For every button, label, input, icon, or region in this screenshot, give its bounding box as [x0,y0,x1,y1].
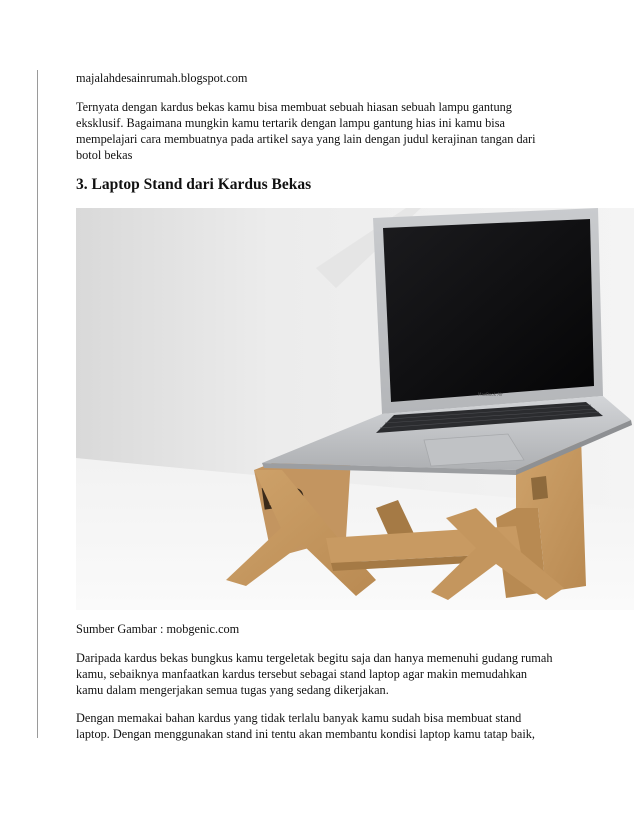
paragraph-line: botol bekas [76,148,133,162]
laptop-on-cardboard-stand-illustration [76,208,634,610]
source-line-text: majalahdesainrumah.blogspot.com [76,71,248,85]
paragraph-line: kamu dalam mengerjakan semua tugas yang sedang dikerjakan. [76,683,389,697]
paragraph-line: Dengan memakai bahan kardus yang tidak terlalu banyak kamu sudah bisa membuat stand [76,711,522,725]
paragraph-line: laptop. Dengan menggunakan stand ini tentu akan membantu kondisi laptop kamu tatap baik, [76,727,535,741]
laptop-trackpad [424,434,524,466]
paragraph-line: Ternyata dengan kardus bekas kamu bisa membuat sebuah hiasan sebuah lampu gantung [76,100,512,114]
laptop-label: MacBook Air [478,392,503,397]
paragraph-line: mempelajari cara membuatnya pada artikel saya yang lain dengan judul kerajinan tangan dari [76,132,536,146]
paragraph-line: Daripada kardus bekas bungkus kamu tergeletak begitu saja dan hanya memenuhi gudang rumah [76,651,553,665]
paragraph-intro [76,99,566,163]
laptop-screen [383,219,594,402]
image-caption [76,621,566,637]
page-margin-rule [37,70,38,738]
laptop-stand-photo [76,208,634,610]
cardboard-slot [531,476,548,500]
paragraph-third [76,710,566,742]
paragraph-line: eksklusif. Bagaimana mungkin kamu tertarik dengan lampu gantung hias ini kamu bisa [76,116,505,130]
section-heading: 3. Laptop Stand dari Kardus Bekas [76,176,312,193]
source-line [76,70,566,86]
paragraph-line: kamu, sebaiknya manfaatkan kardus tersebut sebagai stand laptop agar makin memudahkan [76,667,528,681]
paragraph-second [76,650,566,698]
caption-text: Sumber Gambar : mobgenic.com [76,622,240,636]
